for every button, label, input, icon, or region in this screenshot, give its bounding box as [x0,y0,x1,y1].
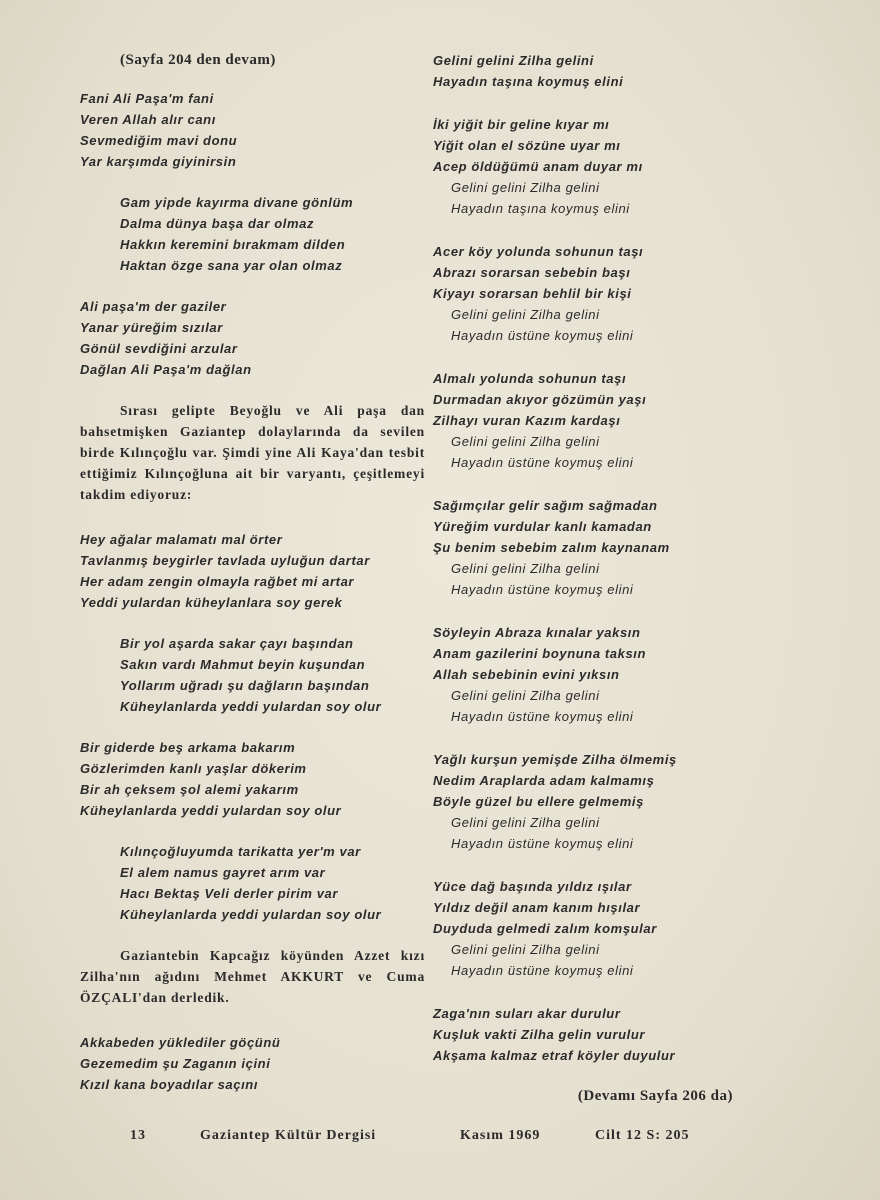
verse-line: Gezemedim şu Zaganın içini [80,1056,271,1071]
prose-paragraph: Sırası gelipte Beyoğlu ve Ali paşa dan bahsetmişken Gaziantep dolaylarında da sevilen birde Kılınçoğlu var. Şimdi yine Ali Kaya'dan tesbit ettiğimiz Kılınçoğluna ait bir varyantı, çeşitlemeyi takdim ediyoruz: [80,403,425,502]
stanza [433,495,733,600]
verse-line: Bir yol aşarda sakar çayı başından [120,636,354,651]
verse-line: Anam gazilerini boynuna taksın [433,646,647,661]
poem-section-kilincoglu [80,529,425,925]
continued-to-note: (Devamı Sayfa 206 da) [577,1088,733,1104]
verse-line: Hacı Bektaş Veli derler pirim var [120,886,339,901]
stanza [433,876,733,981]
stanza [80,296,425,380]
stanza [80,737,425,821]
verse-line: Durmadan akıyor gözümün yaşı [433,392,647,407]
page-number: 13 [130,1128,146,1143]
verse-line: Hakkın keremini bırakmam dilden [120,237,346,252]
verse-line: Gönül sevdiğini arzular [80,341,238,356]
verse-line: Acep öldüğümü anam duyar mı [433,159,643,174]
verse-line: Hayadın üstüne koymuş elini [451,582,634,597]
verse-line: Şu benim sebebim zalım kaynanam [433,540,670,555]
verse-line: Yollarım uğradı şu dağların başından [120,678,370,693]
verse-line: Her adam zengin olmayla rağbet mi artar [80,574,355,589]
poem-section-fani-ali-pasa [80,88,425,380]
verse-line: Yağlı kurşun yemişde Zilha ölmemiş [433,752,677,767]
verse-line: Sağımçılar gelir sağım sağmadan [433,498,658,513]
stanza [80,88,425,172]
verse-line: Gelini gelini Zilha gelini [451,942,600,957]
verse-line: Yüreğim vurdular kanlı kamadan [433,519,652,534]
verse-line: Sevmediğim mavi donu [80,133,238,148]
verse-line: Dağlan Ali Paşa'm dağlan [80,362,252,377]
verse-line: Yanar yüreğim sızılar [80,320,223,335]
continued-from-note: (Sayfa 204 den devam) [120,52,276,68]
verse-line: Allah sebebinin evini yıksın [433,667,620,682]
verse-line: Hayadın üstüne koymuş elini [451,709,634,724]
verse-line: Abrazı sorarsan sebebin başı [433,265,631,280]
verse-line: Kılınçoğluyumda tarikatta yer'm var [120,844,361,859]
verse-line: Akkabeden yüklediler göçünü [80,1035,281,1050]
stanza [80,841,425,925]
verse-line: Gözlerimden kanlı yaşlar dökerim [80,761,307,776]
verse-line: Hayadın üstüne koymuş elini [451,836,634,851]
verse-line: Fani Ali Paşa'm fani [80,91,214,106]
verse-line: Bir giderde beş arkama bakarım [80,740,296,755]
prose-paragraph: Gaziantebin Kapcağız köyünden Azzet kızı Zilha'nın ağıdını Mehmet AKKURT ve Cuma ÖZÇALI'dan derledik. [80,948,425,1005]
verse-line: Akşama kalmaz etraf köyler duyulur [433,1048,676,1063]
stanza [433,1003,733,1066]
verse-line: Duyduda gelmedi zalım komşular [433,921,657,936]
poem-section-zilha [433,50,733,1066]
verse-line: İki yiğit bir geline kıyar mı [433,117,610,132]
verse-line: Küheylanlarda yeddi yulardan soy olur [80,803,342,818]
stanza [80,529,425,613]
right-column [433,50,733,1105]
verse-line: Gelini gelini Zilha gelini [451,688,600,703]
verse-line: Yar karşımda giyinirsin [80,154,237,169]
verse-line: Haktan özge sana yar olan olmaz [120,258,343,273]
verse-line: Zaga'nın suları akar durulur [433,1006,621,1021]
page-footer [130,1128,720,1150]
verse-line: Böyle güzel bu ellere gelmemiş [433,794,644,809]
verse-line: Zilhayı vuran Kazım kardaşı [433,413,621,428]
verse-line: Kiyayı sorarsan behlil bir kişi [433,286,632,301]
verse-line: Gelini gelini Zilha gelini [451,180,600,195]
verse-line: Gelini gelini Zilha gelini [451,434,600,449]
verse-line: Tavlanmış beygirler tavlada uyluğun dartar [80,553,370,568]
verse-line: El alem namus gayret arım var [120,865,326,880]
stanza [433,368,733,473]
verse-line: Veren Allah alır canı [80,112,216,127]
verse-line: Acer köy yolunda sohunun taşı [433,244,644,259]
verse-line: Gelini gelini Zilha gelini [433,53,594,68]
verse-line: Yüce dağ başında yıldız ışılar [433,879,632,894]
stanza [80,192,425,276]
stanza [80,633,425,717]
verse-line: Hayadın taşına koymuş elini [433,74,624,89]
verse-line: Yiğit olan el sözüne uyar mı [433,138,621,153]
left-column [80,50,425,1115]
verse-line: Gelini gelini Zilha gelini [451,815,600,830]
stanza [80,1032,425,1095]
verse-line: Hayadın taşına koymuş elini [451,201,630,216]
stanza [433,114,733,219]
verse-line: Nedim Araplarda adam kalmamış [433,773,655,788]
verse-line: Küheylanlarda yeddi yulardan soy olur [120,907,382,922]
verse-line: Hey ağalar malamatı mal örter [80,532,283,547]
stanza [433,749,733,854]
verse-line: Yıldız değil anam kanım hışılar [433,900,641,915]
issue-date: Kasım 1969 [460,1128,541,1143]
verse-line: Hayadın üstüne koymuş elini [451,455,634,470]
verse-line: Yeddi yulardan küheylanlara soy gerek [80,595,343,610]
verse-line: Söyleyin Abraza kınalar yaksın [433,625,641,640]
verse-line: Gelini gelini Zilha gelini [451,561,600,576]
prose-zilha-source [80,945,425,1008]
journal-name: Gaziantep Kültür Dergisi [200,1128,377,1143]
verse-line: Sakın vardı Mahmut beyin kuşundan [120,657,366,672]
verse-line: Hayadın üstüne koymuş elini [451,963,634,978]
verse-line: Bir ah çeksem şol alemi yakarım [80,782,299,797]
volume-issue: Cilt 12 S: 205 [595,1128,690,1143]
verse-line: Gam yipde kayırma divane gönlüm [120,195,354,210]
verse-line: Küheylanlarda yeddi yulardan soy olur [120,699,382,714]
verse-line: Kuşluk vakti Zilha gelin vurulur [433,1027,646,1042]
verse-line: Kızıl kana boyadılar saçını [80,1077,259,1092]
verse-line: Ali paşa'm der gaziler [80,299,227,314]
stanza [433,622,733,727]
verse-line: Gelini gelini Zilha gelini [451,307,600,322]
verse-line: Hayadın üstüne koymuş elini [451,328,634,343]
stanza [433,50,733,92]
verse-line: Almalı yolunda sohunun taşı [433,371,627,386]
verse-line: Dalma dünya başa dar olmaz [120,216,315,231]
prose-kilincoglu-intro [80,400,425,505]
stanza [433,241,733,346]
poem-section-zilha-start [80,1032,425,1095]
